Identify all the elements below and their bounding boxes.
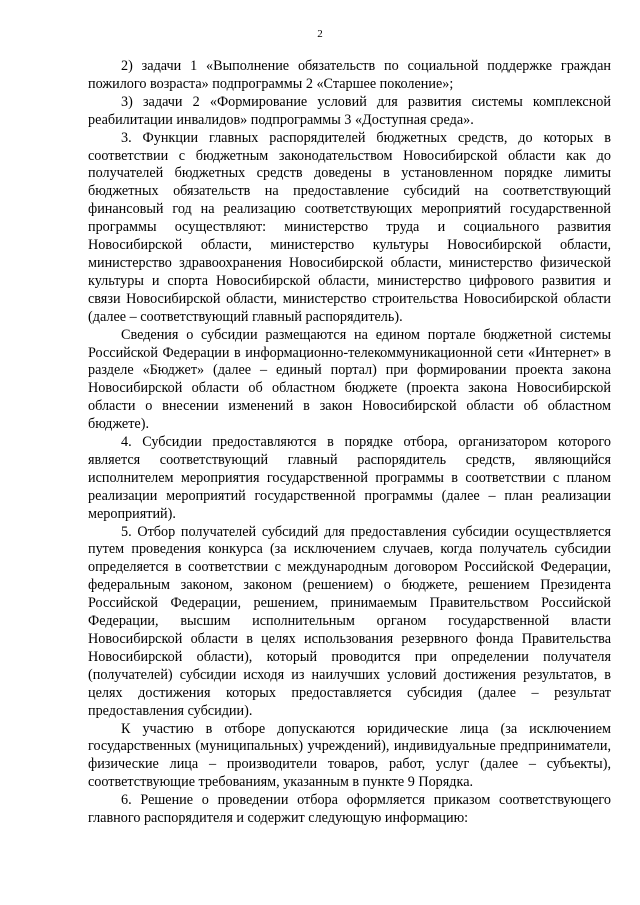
paragraph-task-2: 3) задачи 2 «Формирование условий для развития системы комплексной реабилитации инвалидов» подпрограммы 3 «Доступная среда». xyxy=(88,93,611,128)
paragraph-clause-5: 5. Отбор получателей субсидий для предоставления субсидии осуществляется путем проведения конкурса (за исключением случаев, когда получатель субсидии определяется в соответствии с международным договором Российской Федерации, федеральным законом, законом (решением) о бюджете, решением Президента Российской Федерации, решением, принимаемым Правительством Российской Федерации, высшим исполнительным органом государственной власти Новосибирской области в целях использования резервного фонда Правительства Новосибирской области), который проводится при определении получателя (получателей) субсидии исходя из наилучших условий достижения результатов, в целях достижения которых предоставляется субсидия (далее – результат предоставления субсидии). xyxy=(88,523,611,719)
paragraph-clause-3: 3. Функции главных распорядителей бюджетных средств, до которых в соответствии с бюджетным законодательством Новосибирской области как до получателей бюджетных средств доведены в установленном порядке лимиты бюджетных обязательств на предоставление субсидий на соответствующий финансовый год на реализацию соответствующих мероприятий государственной программы осуществляют: министерство труда и социального развития Новосибирской области, министерство культуры Новосибирской области, министерство здравоохранения Новосибирской области, министерство физической культуры и спорта Новосибирской области, министерство цифрового развития и связи Новосибирской области, министерство строительства Новосибирской области (далее – соответствующий главный распорядитель). xyxy=(88,129,611,325)
page-number: 2 xyxy=(317,28,323,40)
document-body xyxy=(88,58,611,828)
paragraph-clause-6: 6. Решение о проведении отбора оформляется приказом соответствующего главного распорядителя и содержит следующую информацию: xyxy=(88,792,611,827)
paragraph-clause-4: 4. Субсидии предоставляются в порядке отбора, организатором которого является соответствующий главный распорядитель средств, являющийся исполнителем мероприятия государственной программы в соответствии с планом реализации мероприятий государственной программы (далее – план реализации мероприятий). xyxy=(88,434,611,522)
paragraph-subsidy-info: Сведения о субсидии размещаются на едином портале бюджетной системы Российской Федерации в информационно-телекоммуникационной сети «Интернет» в разделе «Бюджет» (далее – единый портал) при формировании проекта закона Новосибирской области об областном бюджете (проекта закона Новосибирской области о внесении изменений в закон Новосибирской области об областном бюджете). xyxy=(88,326,611,433)
paragraph-participants: К участию в отборе допускаются юридические лица (за исключением государственных (муниципальных) учреждений), индивидуальные предприниматели, физические лица – производители товаров, работ, услуг (далее – субъекты), соответствующие требованиям, указанным в пункте 9 Порядка. xyxy=(88,720,611,791)
paragraph-task-1: 2) задачи 1 «Выполнение обязательств по социальной поддержке граждан пожилого возраста» подпрограммы 2 «Старшее поколение»; xyxy=(88,58,611,92)
